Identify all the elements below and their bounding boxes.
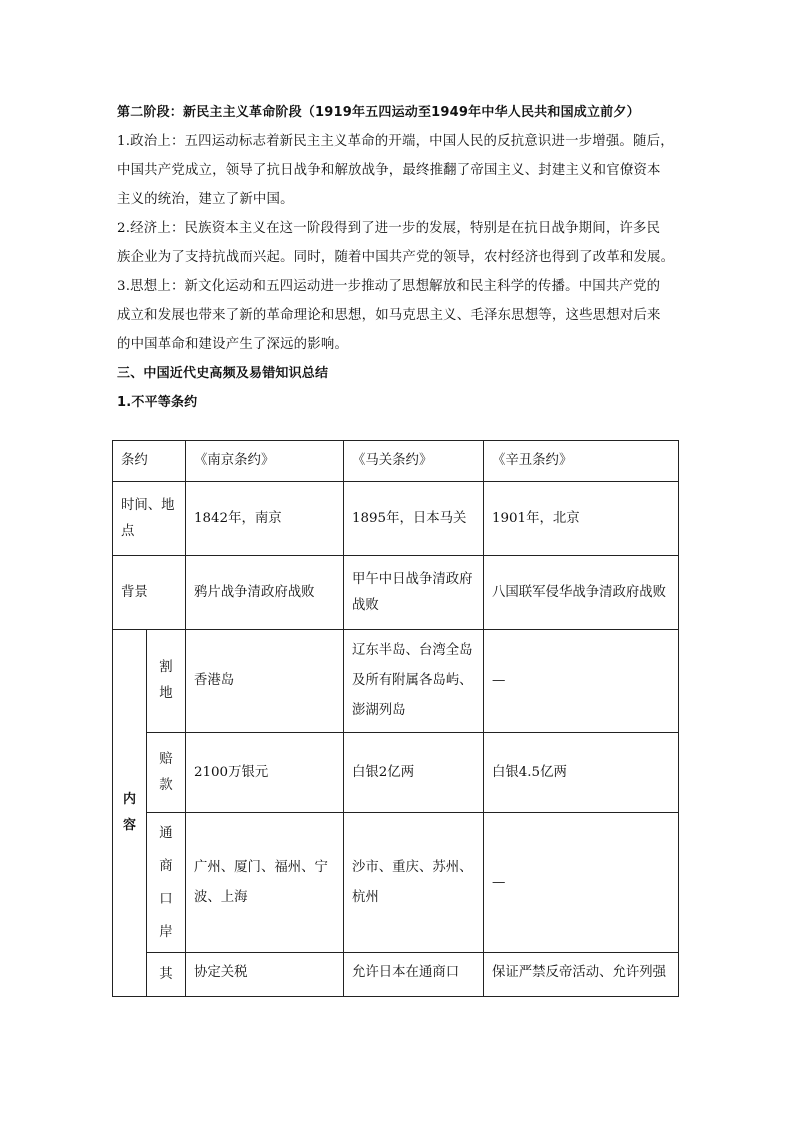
other-label: 其 xyxy=(147,953,186,997)
table-row xyxy=(113,733,679,813)
label-char: 地 xyxy=(159,686,173,701)
table-cell: — xyxy=(484,630,679,733)
table-cell: 香港岛 xyxy=(186,630,344,733)
paragraph-line: 主义的统治，建立了新中国。 xyxy=(117,192,294,207)
table-cell: 广州、厦门、福州、宁波、上海 xyxy=(186,813,344,953)
treaty-xinchou-header: 《辛丑条约》 xyxy=(484,441,679,482)
label-char: 赔 xyxy=(159,751,173,767)
table-cell: 协定关税 xyxy=(186,953,344,997)
content-group-char: 容 xyxy=(122,818,136,833)
paragraph-line: 的中国革命和建设产生了深远的影响。 xyxy=(117,337,349,352)
content-group-char: 内 xyxy=(122,792,136,807)
indemnity-label xyxy=(147,733,186,813)
table-cell: 2100万银元 xyxy=(186,733,344,813)
table-cell: 白银2亿两 xyxy=(344,733,484,813)
treaty-maguan-header: 《马关条约》 xyxy=(344,441,484,482)
table-row xyxy=(113,441,679,482)
table-row xyxy=(113,482,679,556)
section-3-heading: 三、中国近代史高频及易错知识总结 xyxy=(117,366,329,381)
ports-label xyxy=(147,813,186,953)
table-cell: 甲午中日战争清政府战败 xyxy=(344,556,484,630)
table-cell: 1901年，北京 xyxy=(484,482,679,556)
treaty-nanjing-header: 《南京条约》 xyxy=(186,441,344,482)
label-char: 割 xyxy=(159,660,173,675)
unequal-treaties-heading: 1.不平等条约 xyxy=(117,395,198,410)
table-cell: 允许日本在通商口 xyxy=(344,953,484,997)
paragraph-line: 3.思想上：新文化运动和五四运动进一步推动了思想解放和民主科学的传播。中国共产党的 xyxy=(117,279,661,294)
label-char: 商 xyxy=(159,858,173,874)
cession-label xyxy=(147,630,186,733)
background-label: 背景 xyxy=(113,556,186,630)
politics-paragraph xyxy=(117,127,687,214)
paragraph-line: 族企业为了支持抗战而兴起。同时，随着中国共产党的领导，农村经济也得到了改革和发展。 xyxy=(117,250,675,265)
table-row xyxy=(113,813,679,953)
table-cell: 1895年，日本马关 xyxy=(344,482,484,556)
table-cell: — xyxy=(484,813,679,953)
label-char: 岸 xyxy=(159,924,173,940)
content-group-label xyxy=(113,630,147,997)
label-char: 款 xyxy=(159,777,173,793)
time-place-label: 时间、地点 xyxy=(113,482,186,556)
stage2-heading: 第二阶段：新民主主义革命阶段（1919年五四运动至1949年中华人民共和国成立前夕） xyxy=(117,105,640,120)
thought-paragraph xyxy=(117,272,687,359)
table-cell: 白银4.5亿两 xyxy=(484,733,679,813)
table-cell: 沙市、重庆、苏州、杭州 xyxy=(344,813,484,953)
economy-paragraph xyxy=(117,214,687,272)
paragraph-line: 2.经济上：民族资本主义在这一阶段得到了进一步的发展，特别是在抗日战争期间，许多民 xyxy=(117,221,661,236)
paragraph-line: 1.政治上：五四运动标志着新民主主义革命的开端，中国人民的反抗意识进一步增强。随后， xyxy=(117,134,674,149)
unequal-treaties-table xyxy=(112,440,679,997)
table-cell: 保证严禁反帝活动、允许列强 xyxy=(484,953,679,997)
table-cell: 八国联军侵华战争清政府战败 xyxy=(484,556,679,630)
paragraph-line: 成立和发展也带来了新的革命理论和思想，如马克思主义、毛泽东思想等，这些思想对后来 xyxy=(117,308,661,323)
table-row xyxy=(113,630,679,733)
table-row xyxy=(113,556,679,630)
label-char: 口 xyxy=(159,891,173,907)
table-row xyxy=(113,953,679,997)
document-body xyxy=(117,98,687,417)
paragraph-line: 中国共产党成立，领导了抗日战争和解放战争，最终推翻了帝国主义、封建主义和官僚资本 xyxy=(117,163,661,178)
table-cell: 1842年，南京 xyxy=(186,482,344,556)
label-char: 通 xyxy=(159,825,173,841)
header-label-cell: 条约 xyxy=(113,441,186,482)
table-cell: 鸦片战争清政府战败 xyxy=(186,556,344,630)
table-cell: 辽东半岛、台湾全岛及所有附属各岛屿、澎湖列岛 xyxy=(344,630,484,733)
